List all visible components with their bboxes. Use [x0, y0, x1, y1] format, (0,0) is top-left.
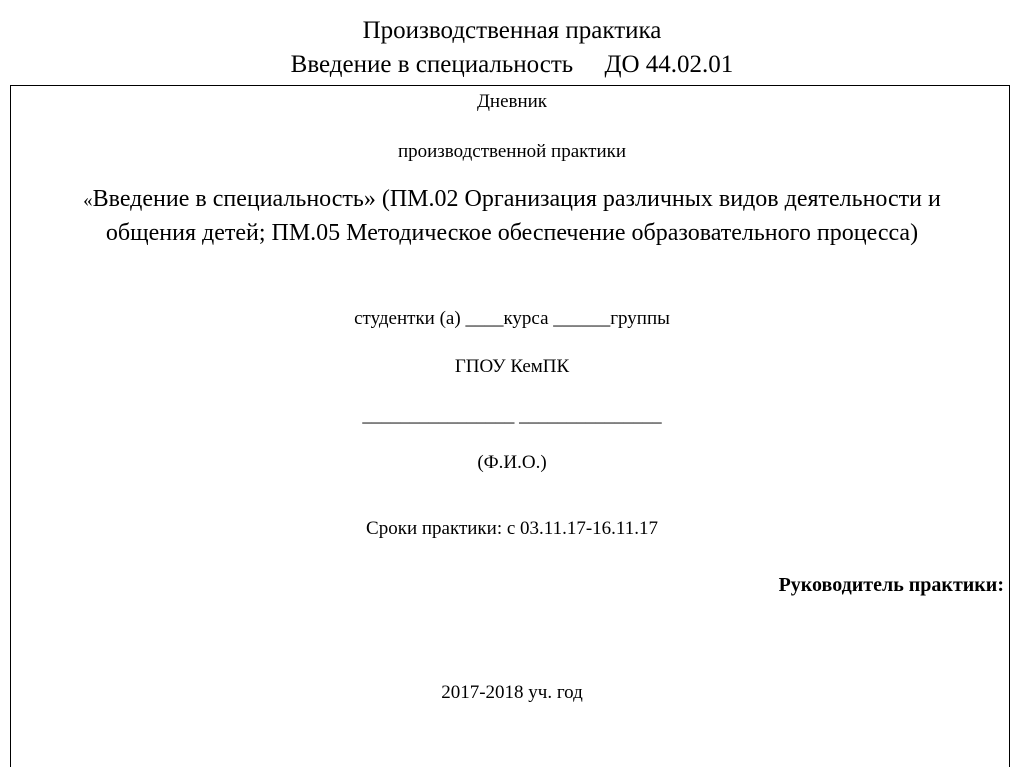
name-blanks: ________________ _______________: [362, 405, 662, 426]
institution-name: ГПОУ КемПК: [454, 356, 570, 377]
slide-header: [0, 14, 1024, 82]
diary-subtitle: производственной практики: [397, 141, 627, 162]
header-subtitle: Введение в специальность ДО 44.02.01: [290, 51, 734, 78]
header-title: Производственная практика: [362, 17, 662, 44]
practice-title-text: Введение в специальность» (ПМ.02 Организация различных видов деятельности и общения детей; ПМ.05 Методическое обеспечение образовательного процесса): [92, 186, 941, 246]
student-line: студентки (а) ____курса ______группы: [354, 308, 670, 329]
practice-dates: Сроки практики: с 03.11.17-16.11.17: [366, 518, 658, 539]
practice-title: [70, 183, 954, 250]
supervisor-label: Руководитель практики:: [778, 574, 1004, 596]
diary-title: Дневник: [476, 91, 548, 112]
academic-year: 2017-2018 уч. год: [441, 682, 583, 703]
title-quote-mark: «: [83, 190, 93, 211]
name-caption: (Ф.И.О.): [477, 452, 547, 473]
